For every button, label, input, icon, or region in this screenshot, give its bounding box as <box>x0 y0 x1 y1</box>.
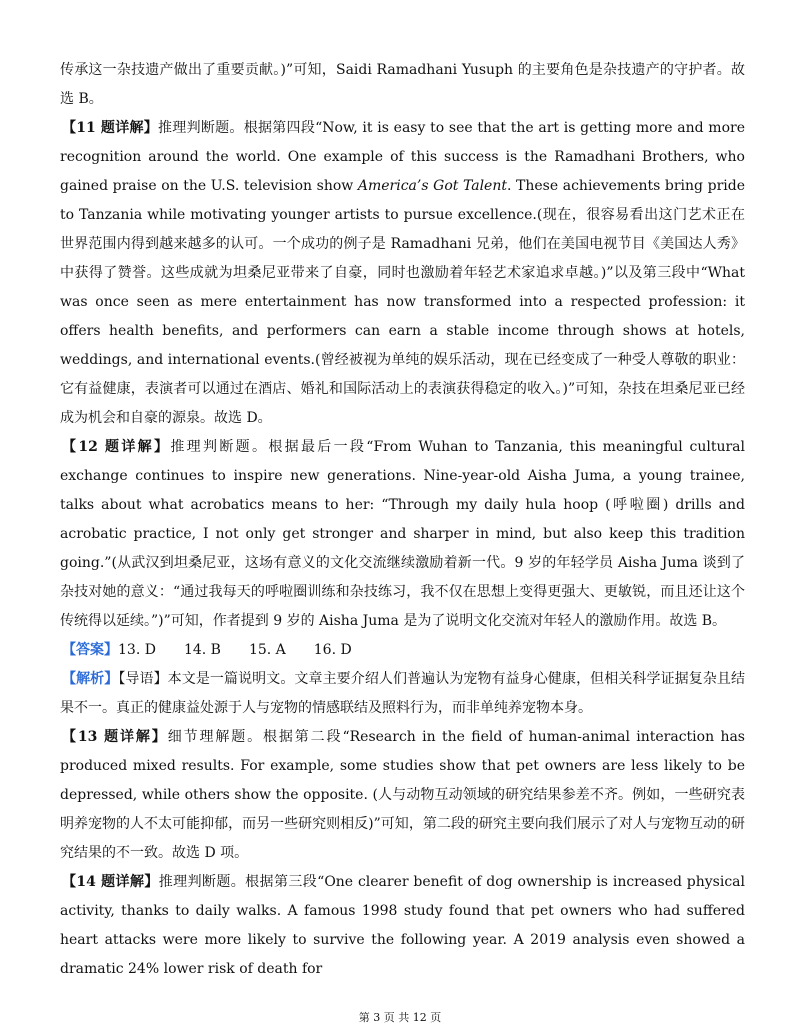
q12-text: 推理判断题。根据最后一段“From Wuhan to Tanzania, this meaningful cultural exchange continues to inspire new generations. Nine-year-old Aisha Juma, a young trainee, talks about what acrobatics means to her: “Through my daily hula hoop (呼啦圈) drills and acrobatic practice, I not only get stronger and sharper in mind, but also keep this tradition going.”(从武汉到坦桑尼亚，这场有意义的文化交流继续激励着新一代。9 岁的年轻学员 Aisha Juma 谈到了杂技对她的意义：“通过我每天的呼啦圈训练和杂技练习，我不仅在思想上变得更强大、更敏锐，而且还让这个传统得以延续。”)”可知，作者提到 9 岁的 Aisha Juma 是为了说明文化交流对年轻人的激励作用。故选 B。 <box>60 439 745 629</box>
page-number-footer: 第 3 页 共 12 页 <box>358 1011 442 1024</box>
analysis-tag: 【解析】 <box>62 671 119 687</box>
q11-label: 【11 题详解】 <box>62 120 159 136</box>
document-body <box>60 56 745 984</box>
q13-label: 【13 题详解】 <box>62 729 168 745</box>
paragraph-q10-conclusion: 传承这一杂技遗产做出了重要贡献。)”可知，Saidi Ramadhani Yusuph 的主要角色是杂技遗产的守护者。故选 B。 <box>60 62 745 107</box>
q14-label: 【14 题详解】 <box>62 874 159 890</box>
paragraph-q13 <box>60 723 745 868</box>
paragraph-answer <box>60 636 745 665</box>
q11-text-b: . These achievements bring pride to Tanzania while motivating younger artists to pursue excellence.(现在，很容易看出这门艺术正在世界范围内得到越来越多的认可。一个成功的例子是 Ramadhani 兄弟，他们在美国电视节目《美国达人秀》中获得了赞誉。这些成就为坦桑尼亚带来了自豪，同时也激励着年轻艺术家追求卓越。)”以及第三段中“What was once seen as mere entertainment has now transformed into a respected profession: it offers health benefits, and performers can earn a stable income through shows at hotels, weddings, and international events.(曾经被视为单纯的娱乐活动，现在已经变成了一种受人尊敬的职业：它有益健康，表演者可以通过在酒店、婚礼和国际活动上的表演获得稳定的收入。)”可知，杂技在坦桑尼亚已经成为机会和自豪的源泉。故选 D。 <box>60 178 745 426</box>
paragraph-q12 <box>60 433 745 636</box>
answer-tag: 【答案】 <box>62 642 118 658</box>
answer-text: 13. D 14. B 15. A 16. D <box>118 642 352 658</box>
analysis-text: 【导语】本文是一篇说明文。文章主要介绍人们普遍认为宠物有益身心健康，但相关科学证据复杂且结果不一。真正的健康益处源于人与宠物的情感联结及照料行为，而非单纯养宠物本身。 <box>60 671 746 716</box>
q13-text: 细节理解题。根据第二段“Research in the field of human-animal interaction has produced mixed results. For example, some studies show that pet owners are less likely to be depressed, while others show the opposite. (人与动物互动领域的研究结果参差不齐。例如，一些研究表明养宠物的人不太可能抑郁，而另一些研究则相反)”可知，第二段的研究主要向我们展示了对人与宠物互动的研究结果的不一致。故选 D 项。 <box>60 729 745 861</box>
paragraph-q14 <box>60 868 745 984</box>
q11-show-title: America’s Got Talent <box>357 178 507 194</box>
paragraph-q11 <box>60 114 745 433</box>
paragraph-analysis <box>60 665 745 723</box>
q11-text-a: 推理判断题。根据第四段“Now, it is easy to see that the art is getting more and more recognition around the world. One example of this success is the Ramadhani Brothers, who gained praise on the U.S. television show <box>60 120 745 194</box>
q12-label: 【12 题详解】 <box>62 439 171 455</box>
q14-text: 推理判断题。根据第三段“One clearer benefit of dog ownership is increased physical activity, thanks to daily walks. A famous 1998 study found that pet owners who had suffered heart attacks were more likely to survive the following year. A 2019 analysis even showed a dramatic 24% lower risk of death for <box>60 874 746 977</box>
